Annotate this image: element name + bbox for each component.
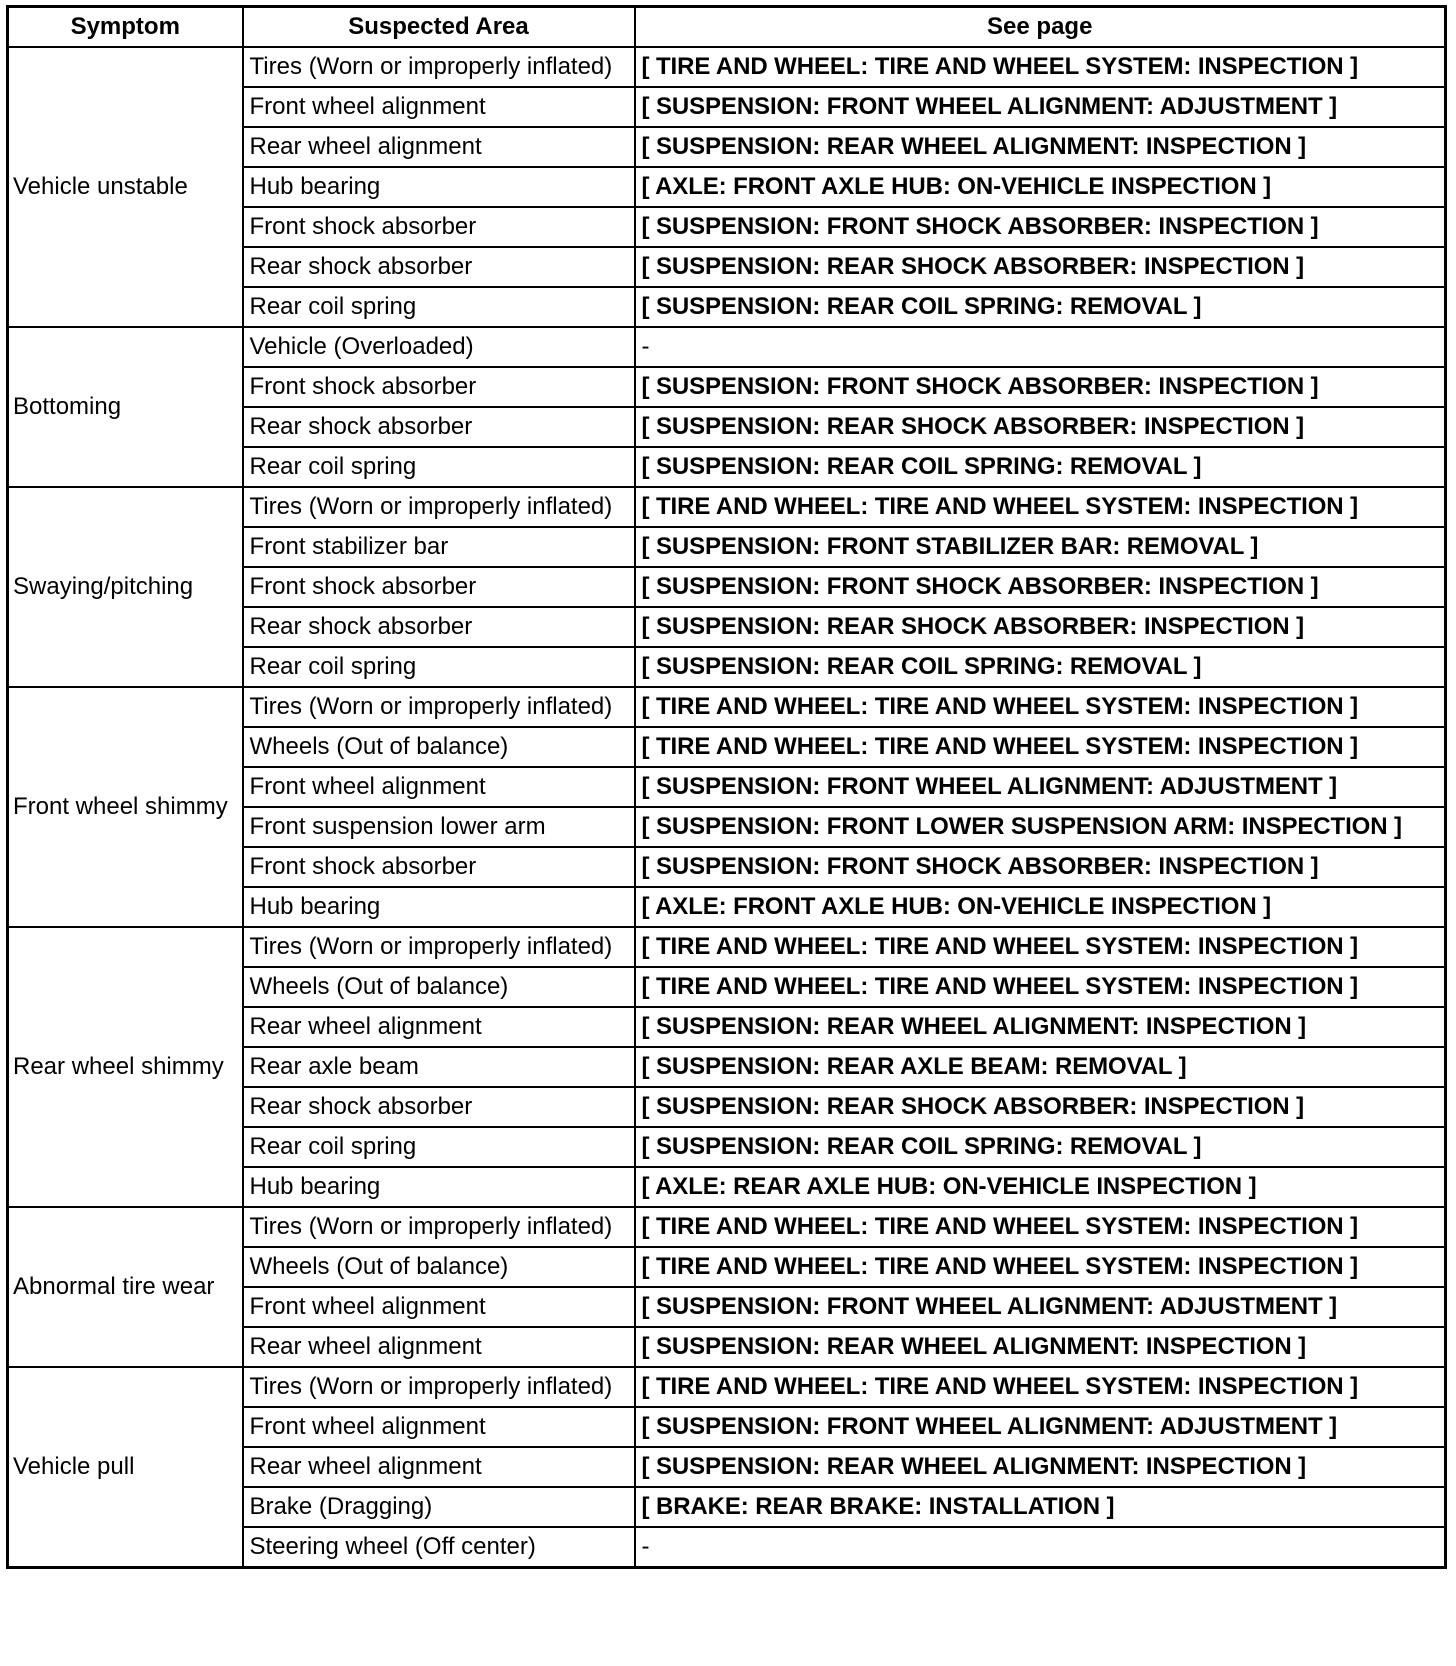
symptom-cell: Vehicle pull: [8, 1367, 243, 1568]
see-page-reference[interactable]: [ TIRE AND WHEEL: TIRE AND WHEEL SYSTEM: INSPECTION ]: [635, 487, 1446, 527]
suspected-area-cell: Front suspension lower arm: [243, 807, 635, 847]
header-symptom: Symptom: [8, 7, 243, 48]
suspected-area-cell: Tires (Worn or improperly inflated): [243, 687, 635, 727]
suspected-area-cell: Rear axle beam: [243, 1047, 635, 1087]
see-page-reference[interactable]: [ AXLE: FRONT AXLE HUB: ON-VEHICLE INSPECTION ]: [635, 167, 1446, 207]
see-page-reference[interactable]: [ SUSPENSION: FRONT WHEEL ALIGNMENT: ADJUSTMENT ]: [635, 87, 1446, 127]
see-page-reference[interactable]: [ TIRE AND WHEEL: TIRE AND WHEEL SYSTEM: INSPECTION ]: [635, 1207, 1446, 1247]
see-page-reference[interactable]: [ TIRE AND WHEEL: TIRE AND WHEEL SYSTEM: INSPECTION ]: [635, 1247, 1446, 1287]
see-page-reference[interactable]: [ TIRE AND WHEEL: TIRE AND WHEEL SYSTEM: INSPECTION ]: [635, 967, 1446, 1007]
suspected-area-cell: Rear shock absorber: [243, 1087, 635, 1127]
suspected-area-cell: Tires (Worn or improperly inflated): [243, 1367, 635, 1407]
suspected-area-cell: Rear wheel alignment: [243, 127, 635, 167]
see-page-reference[interactable]: [ AXLE: FRONT AXLE HUB: ON-VEHICLE INSPECTION ]: [635, 887, 1446, 927]
suspected-area-cell: Tires (Worn or improperly inflated): [243, 47, 635, 87]
see-page-reference[interactable]: [ TIRE AND WHEEL: TIRE AND WHEEL SYSTEM: INSPECTION ]: [635, 47, 1446, 87]
see-page-reference: -: [635, 1527, 1446, 1568]
symptom-cell: Vehicle unstable: [8, 47, 243, 327]
table-row: [8, 687, 1446, 727]
suspected-area-cell: Rear shock absorber: [243, 247, 635, 287]
diagnosis-table: [6, 5, 1447, 1569]
table-row: [8, 927, 1446, 967]
document-page: [6, 5, 1444, 1569]
see-page-reference[interactable]: [ SUSPENSION: REAR SHOCK ABSORBER: INSPECTION ]: [635, 407, 1446, 447]
suspected-area-cell: Rear coil spring: [243, 447, 635, 487]
suspected-area-cell: Front wheel alignment: [243, 87, 635, 127]
see-page-reference[interactable]: [ TIRE AND WHEEL: TIRE AND WHEEL SYSTEM: INSPECTION ]: [635, 927, 1446, 967]
see-page-reference[interactable]: [ TIRE AND WHEEL: TIRE AND WHEEL SYSTEM: INSPECTION ]: [635, 1367, 1446, 1407]
see-page-reference[interactable]: [ SUSPENSION: FRONT SHOCK ABSORBER: INSPECTION ]: [635, 847, 1446, 887]
suspected-area-cell: Tires (Worn or improperly inflated): [243, 927, 635, 967]
see-page-reference[interactable]: [ SUSPENSION: REAR WHEEL ALIGNMENT: INSPECTION ]: [635, 1447, 1446, 1487]
suspected-area-cell: Tires (Worn or improperly inflated): [243, 1207, 635, 1247]
see-page-reference[interactable]: [ SUSPENSION: REAR SHOCK ABSORBER: INSPECTION ]: [635, 607, 1446, 647]
suspected-area-cell: Hub bearing: [243, 1167, 635, 1207]
see-page-reference[interactable]: [ SUSPENSION: FRONT STABILIZER BAR: REMOVAL ]: [635, 527, 1446, 567]
symptom-cell: Swaying/pitching: [8, 487, 243, 687]
symptom-cell: Front wheel shimmy: [8, 687, 243, 927]
suspected-area-cell: Rear wheel alignment: [243, 1327, 635, 1367]
see-page-reference[interactable]: [ SUSPENSION: REAR COIL SPRING: REMOVAL ]: [635, 287, 1446, 327]
see-page-reference[interactable]: [ AXLE: REAR AXLE HUB: ON-VEHICLE INSPECTION ]: [635, 1167, 1446, 1207]
see-page-reference[interactable]: [ SUSPENSION: REAR COIL SPRING: REMOVAL ]: [635, 1127, 1446, 1167]
header-suspected-area: Suspected Area: [243, 7, 635, 48]
suspected-area-cell: Rear wheel alignment: [243, 1007, 635, 1047]
suspected-area-cell: Front shock absorber: [243, 207, 635, 247]
see-page-reference[interactable]: [ SUSPENSION: REAR COIL SPRING: REMOVAL ]: [635, 647, 1446, 687]
suspected-area-cell: Wheels (Out of balance): [243, 1247, 635, 1287]
suspected-area-cell: Wheels (Out of balance): [243, 727, 635, 767]
see-page-reference[interactable]: [ SUSPENSION: REAR SHOCK ABSORBER: INSPECTION ]: [635, 247, 1446, 287]
see-page-reference[interactable]: [ TIRE AND WHEEL: TIRE AND WHEEL SYSTEM: INSPECTION ]: [635, 687, 1446, 727]
see-page-reference[interactable]: [ SUSPENSION: REAR COIL SPRING: REMOVAL ]: [635, 447, 1446, 487]
symptom-cell: Rear wheel shimmy: [8, 927, 243, 1207]
suspected-area-cell: Front wheel alignment: [243, 767, 635, 807]
suspected-area-cell: Front wheel alignment: [243, 1407, 635, 1447]
suspected-area-cell: Front wheel alignment: [243, 1287, 635, 1327]
see-page-reference[interactable]: [ SUSPENSION: FRONT SHOCK ABSORBER: INSPECTION ]: [635, 567, 1446, 607]
see-page-reference[interactable]: [ SUSPENSION: REAR WHEEL ALIGNMENT: INSPECTION ]: [635, 1007, 1446, 1047]
see-page-reference[interactable]: [ SUSPENSION: REAR AXLE BEAM: REMOVAL ]: [635, 1047, 1446, 1087]
table-row: [8, 47, 1446, 87]
see-page-reference[interactable]: [ SUSPENSION: REAR WHEEL ALIGNMENT: INSPECTION ]: [635, 127, 1446, 167]
table-row: [8, 327, 1446, 367]
table-row: [8, 1207, 1446, 1247]
suspected-area-cell: Front shock absorber: [243, 847, 635, 887]
see-page-reference[interactable]: [ SUSPENSION: FRONT SHOCK ABSORBER: INSPECTION ]: [635, 367, 1446, 407]
suspected-area-cell: Rear coil spring: [243, 647, 635, 687]
see-page-reference[interactable]: [ SUSPENSION: FRONT WHEEL ALIGNMENT: ADJUSTMENT ]: [635, 1407, 1446, 1447]
see-page-reference[interactable]: [ BRAKE: REAR BRAKE: INSTALLATION ]: [635, 1487, 1446, 1527]
table-body: [8, 47, 1446, 1568]
see-page-reference[interactable]: [ SUSPENSION: REAR SHOCK ABSORBER: INSPECTION ]: [635, 1087, 1446, 1127]
suspected-area-cell: Front shock absorber: [243, 567, 635, 607]
suspected-area-cell: Steering wheel (Off center): [243, 1527, 635, 1568]
table-header-row: [8, 7, 1446, 48]
suspected-area-cell: Front stabilizer bar: [243, 527, 635, 567]
suspected-area-cell: Rear wheel alignment: [243, 1447, 635, 1487]
suspected-area-cell: Brake (Dragging): [243, 1487, 635, 1527]
see-page-reference[interactable]: [ TIRE AND WHEEL: TIRE AND WHEEL SYSTEM: INSPECTION ]: [635, 727, 1446, 767]
suspected-area-cell: Hub bearing: [243, 887, 635, 927]
see-page-reference[interactable]: [ SUSPENSION: REAR WHEEL ALIGNMENT: INSPECTION ]: [635, 1327, 1446, 1367]
see-page-reference[interactable]: [ SUSPENSION: FRONT WHEEL ALIGNMENT: ADJUSTMENT ]: [635, 1287, 1446, 1327]
suspected-area-cell: Front shock absorber: [243, 367, 635, 407]
see-page-reference: -: [635, 327, 1446, 367]
suspected-area-cell: Hub bearing: [243, 167, 635, 207]
suspected-area-cell: Rear shock absorber: [243, 407, 635, 447]
symptom-cell: Abnormal tire wear: [8, 1207, 243, 1367]
see-page-reference[interactable]: [ SUSPENSION: FRONT WHEEL ALIGNMENT: ADJUSTMENT ]: [635, 767, 1446, 807]
see-page-reference[interactable]: [ SUSPENSION: FRONT SHOCK ABSORBER: INSPECTION ]: [635, 207, 1446, 247]
suspected-area-cell: Rear shock absorber: [243, 607, 635, 647]
suspected-area-cell: Rear coil spring: [243, 1127, 635, 1167]
suspected-area-cell: Tires (Worn or improperly inflated): [243, 487, 635, 527]
suspected-area-cell: Rear coil spring: [243, 287, 635, 327]
table-row: [8, 487, 1446, 527]
symptom-cell: Bottoming: [8, 327, 243, 487]
see-page-reference[interactable]: [ SUSPENSION: FRONT LOWER SUSPENSION ARM: INSPECTION ]: [635, 807, 1446, 847]
suspected-area-cell: Vehicle (Overloaded): [243, 327, 635, 367]
table-row: [8, 1367, 1446, 1407]
header-see-page: See page: [635, 7, 1446, 48]
suspected-area-cell: Wheels (Out of balance): [243, 967, 635, 1007]
